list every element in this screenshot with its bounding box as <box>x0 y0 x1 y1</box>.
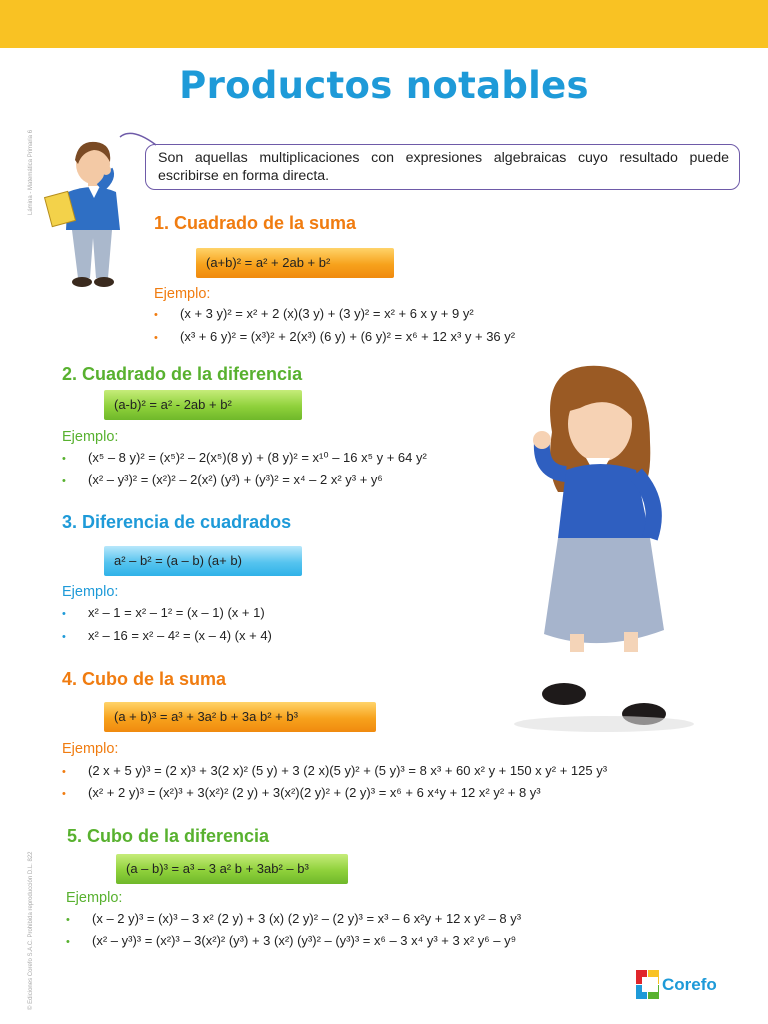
ejemplo-label-2: Ejemplo: <box>62 429 119 445</box>
example-1-2: • (x³ + 6 y)² = (x³)² + 2(x³) (6 y) + (6 y)² = x⁶ + 12 x³ y + 36 y² <box>154 329 516 344</box>
example-2-2: • (x² – y³)² = (x²)² – 2(x²) (y³) + (y³)² = x⁴ – 2 x² y³ + y⁶ <box>62 472 383 487</box>
ejemplo-label-3: Ejemplo: <box>62 584 119 600</box>
page-title: Productos notables <box>179 64 589 107</box>
corefo-logo-icon <box>636 970 660 1000</box>
example-1-1: • (x + 3 y)² = x² + 2 (x)(3 y) + (3 y)² = x² + 6 x y + 9 y² <box>154 306 474 321</box>
ejemplo-label-4: Ejemplo: <box>62 741 119 757</box>
formula-diferencia-cuadrados: a² – b² = (a – b) (a+ b) <box>104 546 302 576</box>
heading-cuadrado-suma: 1. Cuadrado de la suma <box>154 213 357 233</box>
ejemplo-label-5: Ejemplo: <box>66 890 123 906</box>
example-3-2: • x² – 16 = x² – 4² = (x – 4) (x + 4) <box>62 628 272 643</box>
example-2-1: • (x⁵ – 8 y)² = (x⁵)² – 2(x⁵)(8 y) + (8 y)² = x¹⁰ – 16 x⁵ y + 64 y² <box>62 450 427 465</box>
side-credit-bottom: © Ediciones Corefo S.A.C. Prohibida reproducción D.L. 822 <box>28 851 34 1010</box>
ejemplo-label-1: Ejemplo: <box>154 286 211 302</box>
example-4-1: • (2 x + 5 y)³ = (2 x)³ + 3(2 x)² (5 y) + 3 (2 x)(5 y)² + (5 y)³ = 8 x³ + 60 x² y + 150 x y² + 125 y³ <box>62 763 608 778</box>
heading-cubo-diferencia: 5. Cubo de la diferencia <box>67 826 270 846</box>
example-5-2: • (x² – y³)³ = (x²)³ – 3(x²)² (y³) + 3 (x²) (y³)² – (y³)³ = x⁶ – 3 x⁴ y³ + 3 x² y⁶ – y⁹ <box>66 933 517 948</box>
example-3-1: • x² – 1 = x² – 1² = (x – 1) (x + 1) <box>62 605 265 620</box>
formula-cuadrado-suma: (a+b)² = a² + 2ab + b² <box>196 248 394 278</box>
bubble-tail-icon <box>118 131 158 161</box>
intro-text: Son aquellas multiplicaciones con expresiones algebraicas cuyo resultado puede escribirse en forma directa. <box>158 150 729 184</box>
example-5-1: • (x – 2 y)³ = (x)³ – 3 x² (2 y) + 3 (x) (2 y)² – (2 y)³ = x³ – 6 x²y + 12 x y² – 8 y³ <box>66 911 522 926</box>
formula-cuadrado-diferencia: (a-b)² = a² - 2ab + b² <box>104 390 302 420</box>
heading-cubo-suma: 4. Cubo de la suma <box>62 669 227 689</box>
side-credit-top: Lámina - Matemática Primaria 6 <box>28 129 34 215</box>
intro-bubble <box>145 144 740 190</box>
heading-diferencia-cuadrados: 3. Diferencia de cuadrados <box>62 512 292 532</box>
girl-illustration <box>500 362 700 734</box>
corefo-logo-text: Corefo <box>662 975 717 994</box>
top-color-bar <box>0 0 768 48</box>
formula-cubo-diferencia: (a – b)³ = a³ – 3 a² b + 3ab² – b³ <box>116 854 348 884</box>
heading-cuadrado-diferencia: 2. Cuadrado de la diferencia <box>62 364 303 384</box>
example-4-2: • (x² + 2 y)³ = (x²)³ + 3(x²)² (2 y) + 3(x²)(2 y)² + (2 y)³ = x⁶ + 6 x⁴y + 12 x² y² + 8 y³ <box>62 785 541 800</box>
formula-cubo-suma: (a + b)³ = a³ + 3a² b + 3a b² + b³ <box>104 702 376 732</box>
